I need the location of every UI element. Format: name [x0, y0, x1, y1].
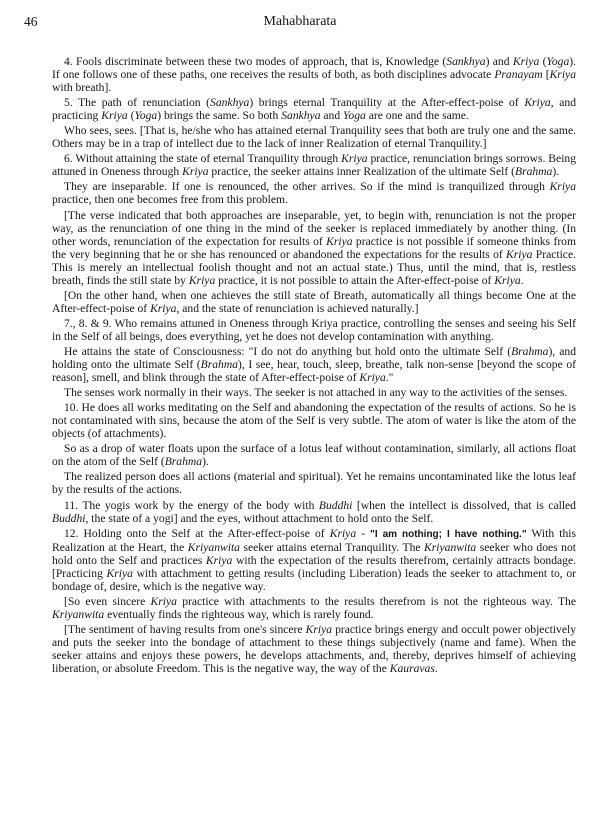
italic-term: Kriya — [494, 273, 521, 287]
text-run: practice, renunciation brings sorrows. Being attuned in Oneness through — [52, 152, 577, 179]
text-run: ). — [552, 165, 560, 179]
text-run: 12. Holding onto the Self at the After-effect-poise of — [64, 526, 330, 540]
text-run: , and the state of renunciation is achieved naturally.] — [176, 301, 419, 315]
bold-quote: "I am nothing; I have nothing." — [370, 528, 527, 540]
italic-term: Kriya — [150, 301, 177, 315]
italic-term: Sankhya — [281, 109, 321, 123]
italic-term: Buddhi — [52, 511, 86, 525]
text-run: - — [356, 526, 371, 540]
paragraph — [52, 96, 576, 122]
paragraph — [52, 317, 576, 343]
text-run: ( — [127, 109, 135, 123]
text-run: 5. The path of renunciation ( — [64, 96, 211, 110]
text-run: and — [320, 109, 344, 123]
italic-term: Brahma — [200, 358, 238, 372]
paragraph — [52, 124, 576, 150]
italic-term: Kriya — [106, 566, 133, 580]
text-run: ). If one follows one of these paths, one receives the results of both, as both disciplines advocate — [52, 55, 577, 82]
paragraph — [52, 442, 576, 468]
text-run: The realized person does all actions (material and spiritual). Yet he remains uncontaminated like the lotus leaf by the results of the actions. — [52, 470, 576, 497]
text-run: ), I see, hear, touch, sleep, breathe, talk non-sense [beyond the scope of reason], smell, and blink through the state of After-effect-poise of — [52, 358, 576, 385]
paragraph — [52, 345, 576, 384]
paragraph — [52, 527, 576, 593]
italic-term: Kriya — [150, 594, 177, 608]
text-run: ) brings eternal Tranquility at the After-effect-poise of — [249, 96, 525, 110]
text-run: practice, then one becomes free from this problem. — [52, 193, 288, 207]
text-run: practice with attachments to the results therefrom is not the righteous way. The — [176, 594, 576, 608]
text-run: Practice. This is merely an intellectual foolish thought and not an actual state.) Thus, until the mind, that is, restless breath, finds the still state by — [52, 247, 576, 287]
text-run: are one and the same. — [365, 109, 469, 123]
text-run: The senses work normally in their ways. The seeker is not attached in any way to the activities of the senses. — [64, 386, 568, 400]
text-run: They are inseparable. If one is renounced, the other arrives. So if the mind is tranquilized through — [64, 180, 550, 194]
text-run: So as a drop of water floats upon the surface of a lotus leaf without contamination, similarly, all actions float on the atom of the Self ( — [52, 442, 576, 469]
text-run: with breath]. — [52, 81, 112, 95]
italic-term: Kriyanwita — [52, 607, 105, 621]
text-run: practice brings energy and occult power objectively and puts the seeker into the bondage of attachment to these things subjectively (name and fame). When the seeker attains and enjoys these powers, he develops attachments, and, thereby, deprives himself of achieving liberation, or absolute Freedom. This is the negative way, the way of the — [52, 622, 577, 676]
paragraph — [52, 401, 576, 440]
text-run: with attachment to getting results (including Liberation) leads the seeker to attachment to, or bondage of, desire, which is the negative way. — [52, 566, 576, 593]
text-run: 11. The yogis work by the energy of the body with — [64, 498, 319, 512]
italic-term: Kriya — [524, 96, 551, 110]
text-run: He attains the state of Consciousness: "I do not do anything but hold onto the ultimate Self ( — [64, 344, 512, 358]
text-run: ). — [202, 455, 209, 469]
text-run: seeker who does not hold onto the Self and practices — [52, 540, 576, 567]
italic-term: Kriya — [359, 371, 386, 385]
text-run: with the expectation of the results therefrom, certainly attracts bondage. [Practicing — [52, 553, 576, 580]
text-run: ), and holding onto the ultimate Self ( — [52, 344, 576, 372]
italic-term: Yoga — [134, 109, 158, 123]
text-run: [ — [542, 68, 550, 82]
italic-term: Yoga — [546, 55, 570, 68]
paragraph — [52, 180, 576, 206]
text-run: [when the intellect is dissolved, that is called — [352, 498, 576, 512]
italic-term: Sankhya — [446, 55, 486, 68]
italic-term: Buddhi — [318, 498, 353, 512]
text-run: ) brings the same. So both — [157, 109, 282, 123]
running-title: Mahabharata — [263, 14, 337, 29]
italic-term: Kriya — [512, 55, 540, 68]
italic-term: Kriya — [205, 553, 233, 567]
text-run: 10. He does all works meditating on the Self and abandoning the expectation of the results of actions. So he is not contaminated with sins, because the atom of the Self is very subtle. The atom of water is like the atom of the objects (of attachments). — [52, 401, 576, 441]
text-run: seeker attains eternal Tranquility. The — [239, 540, 425, 554]
italic-term: Brahma — [164, 455, 203, 469]
text-run: practice, the seeker attains inner Realization of the ultimate Self ( — [208, 165, 515, 179]
text-run: 4. Fools discriminate between these two modes of approach, that is, Knowledge ( — [64, 55, 447, 68]
text-run: [The sentiment of having results from one's sincere — [64, 622, 306, 636]
italic-term: Kriya — [326, 234, 353, 248]
text-run: , and practicing — [52, 96, 576, 123]
text-run: With this Realization at the Heart, the — [52, 526, 576, 554]
italic-term: Kauravas — [389, 662, 435, 676]
paragraph — [52, 55, 576, 94]
italic-term: Kriya — [182, 165, 209, 179]
text-run: . — [520, 273, 524, 287]
text-run: practice, it is not possible to attain the After-effect-poise of — [215, 273, 495, 287]
italic-term: Kriya — [188, 273, 216, 287]
italic-term: Kriya — [549, 180, 576, 194]
text-run: Who sees, sees. [That is, he/she who has attained eternal Tranquility sees that both are truly one and the same. Others may be in a trap of intellect due to the lack of inner Realization of eternal Tranquility.] — [52, 124, 576, 151]
text-run: practice is not possible if someone thinks from the very beginning that he or she has renounced or abandoned the expectations for the results of — [52, 234, 576, 261]
text-run: [The verse indicated that both approaches are inseparable, yet, to begin with, renunciation is not the proper way, as the renunciation of one thing in the mind of the seeker is replaced immediately by another thing. (In other words, renunciation of the expectation for results of — [52, 208, 576, 248]
italic-term: Kriya — [341, 152, 368, 166]
paragraph — [52, 152, 576, 178]
italic-term: Kriya — [101, 109, 128, 123]
italic-term: Kriya — [305, 622, 333, 636]
text-run: 7., 8. & 9. Who remains attuned in Oneness through Kriya practice, controlling the senses and seeing his Self in the Self of all beings, does everything, yet he does not develop contamination with anything. — [52, 316, 576, 343]
italic-term: Brahma — [514, 165, 553, 179]
text-run: , the state of a yogi] and the eyes, without attachment to hold onto the Self. — [85, 511, 434, 525]
paragraph — [52, 623, 576, 675]
paragraph — [52, 595, 576, 621]
text-run: . — [434, 662, 438, 676]
text-run: ) and — [485, 55, 513, 68]
page-number: 46 — [24, 14, 38, 29]
text-run: [On the other hand, when one achieves the still state of Breath, automatically all things become One at the After-effect-poise of — [52, 288, 576, 315]
italic-term: Kriyanwita — [187, 540, 240, 554]
body-text — [52, 55, 576, 677]
text-run: 6. Without attaining the state of eternal Tranquility through — [64, 152, 342, 166]
italic-term: Yoga — [343, 109, 366, 123]
text-run: eventually finds the righteous way, which is rarely found. — [104, 607, 374, 621]
italic-term: Kriya — [329, 526, 357, 540]
text-run: ." — [385, 371, 394, 385]
italic-term: Pranayam — [494, 68, 543, 82]
italic-term: Kriya — [506, 247, 533, 261]
paragraph — [52, 499, 576, 525]
text-run: [So even sincere — [64, 594, 151, 608]
text-run: ( — [539, 55, 547, 68]
paragraph — [52, 209, 576, 287]
italic-term: Sankhya — [210, 96, 250, 110]
paragraph — [52, 470, 576, 496]
italic-term: Kriya — [549, 68, 576, 82]
paragraph — [52, 289, 576, 315]
paragraph — [52, 386, 576, 399]
page-header — [24, 14, 576, 34]
italic-term: Brahma — [511, 344, 549, 358]
italic-term: Kriyanwita — [424, 540, 477, 554]
